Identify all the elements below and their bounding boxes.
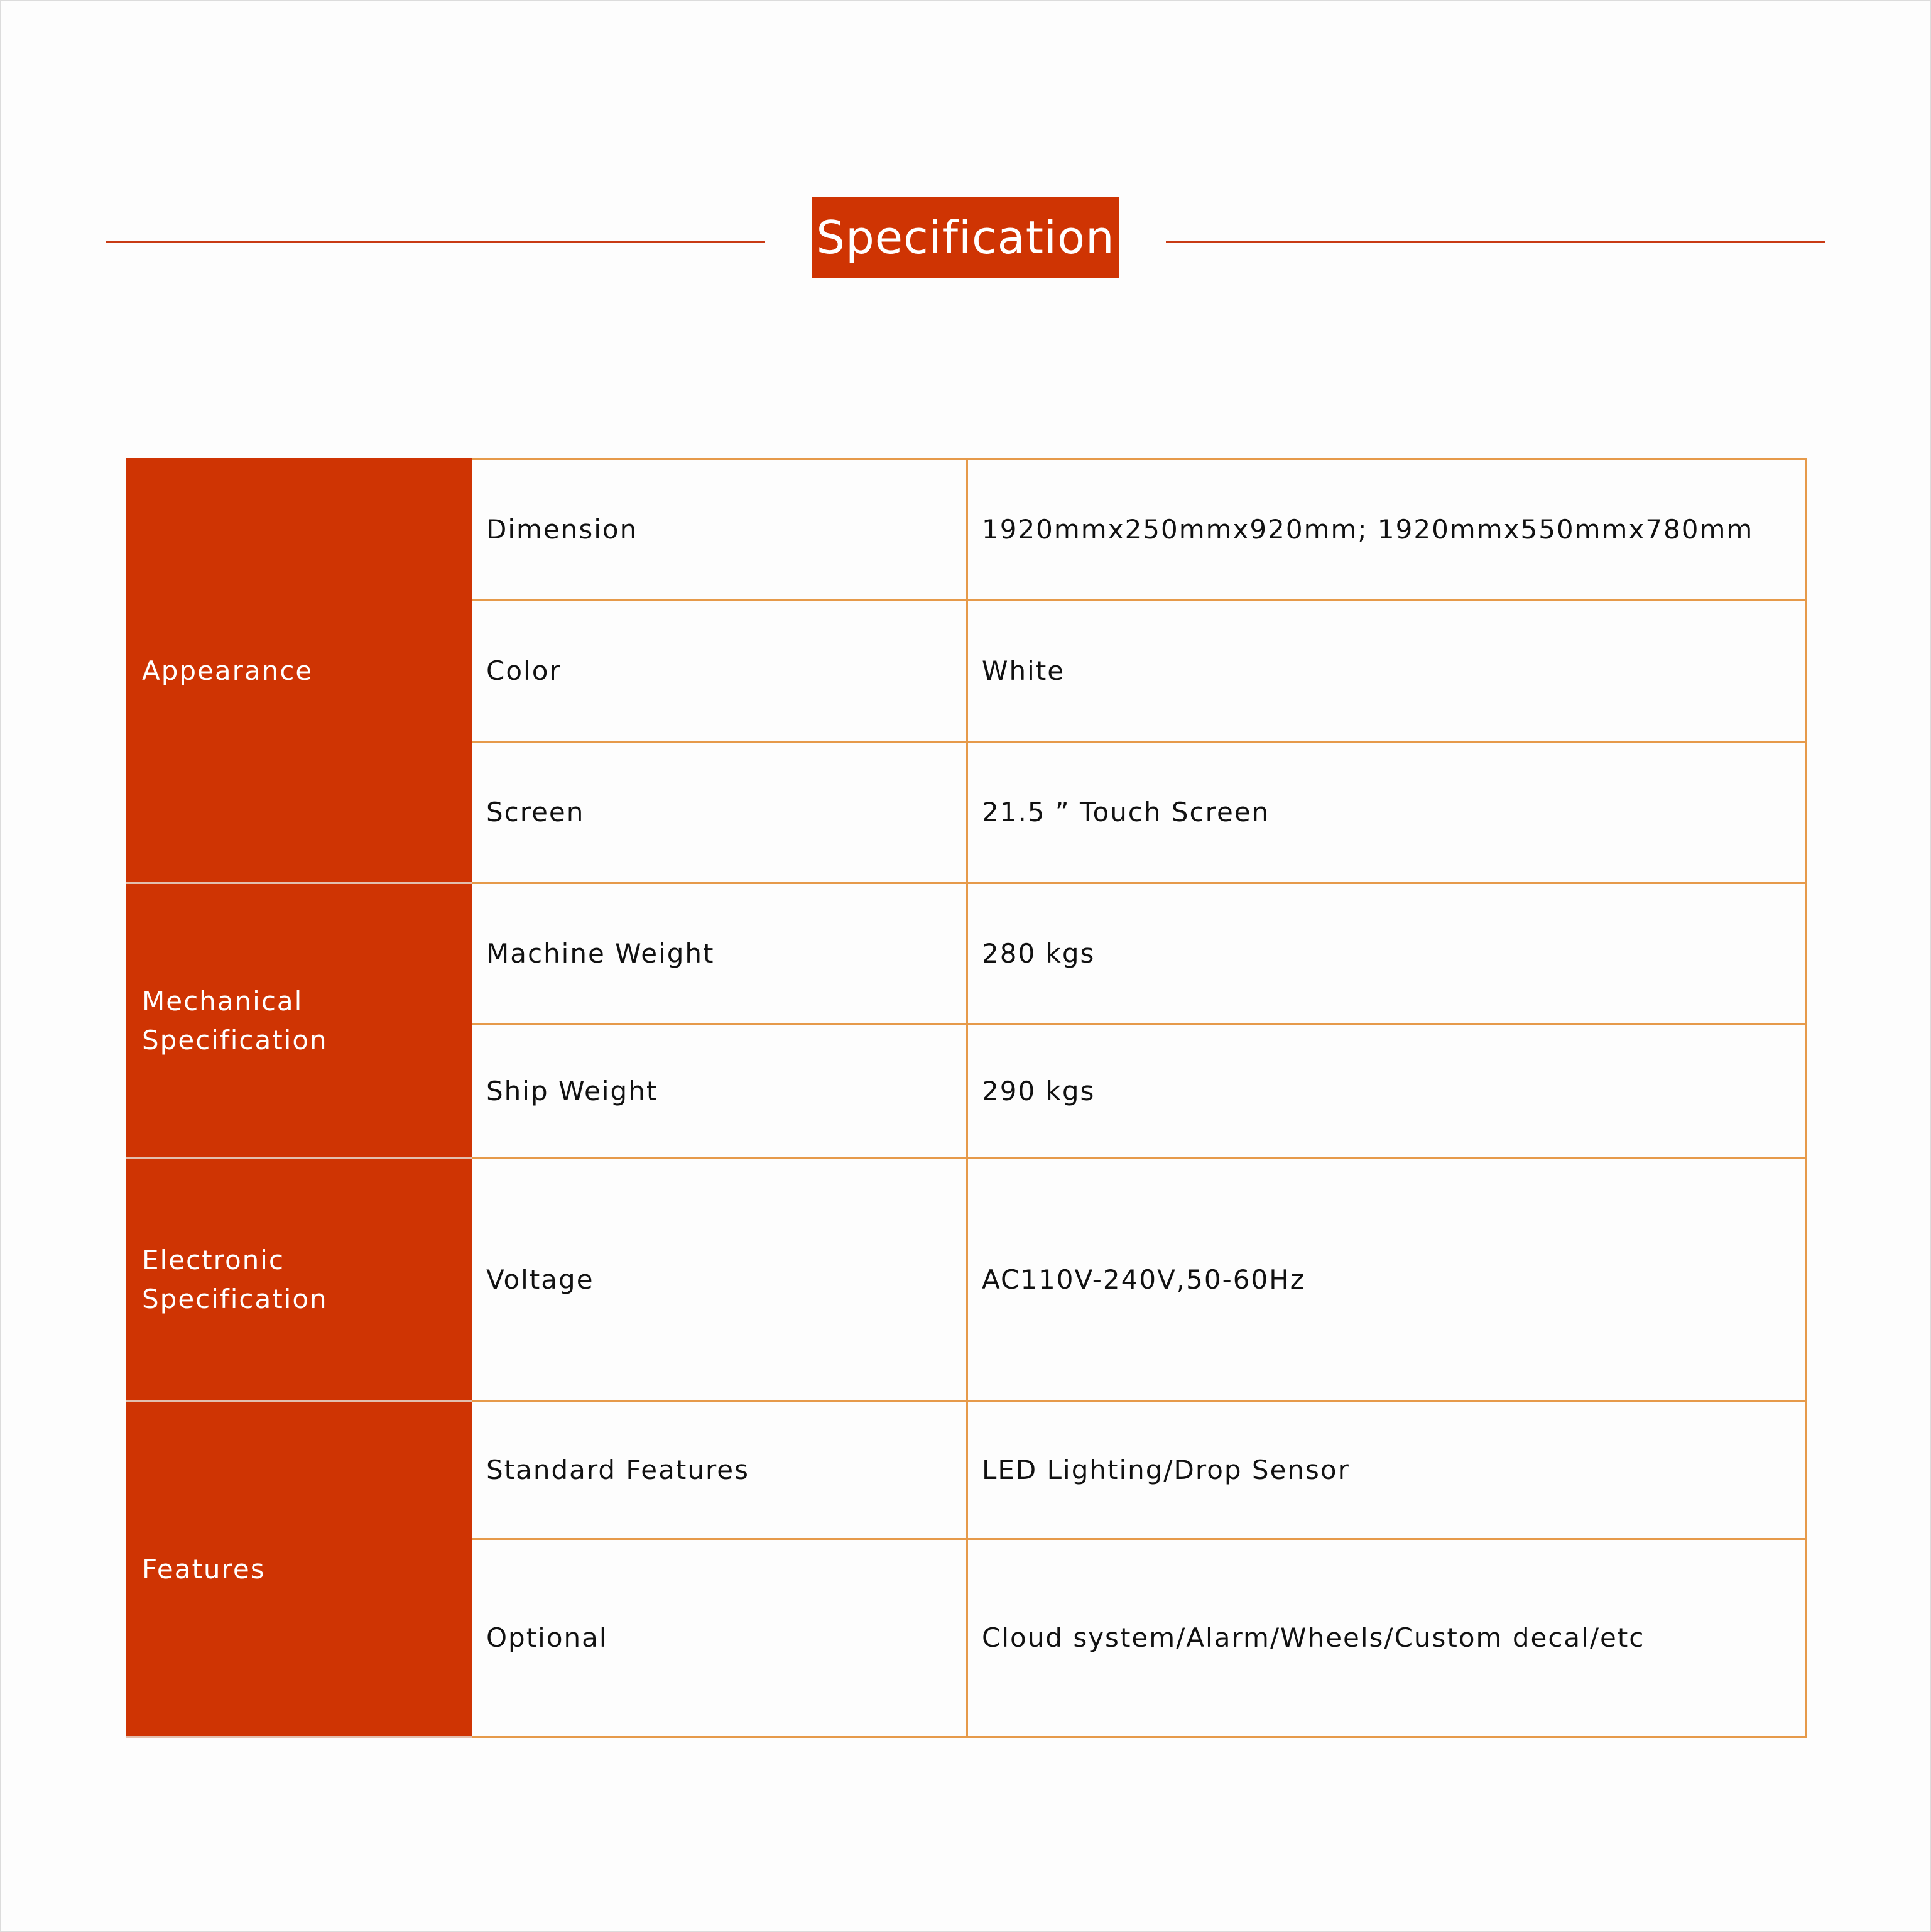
spec-label: Standard Features bbox=[472, 1402, 967, 1539]
page-title: Specification bbox=[812, 197, 1119, 278]
table-row bbox=[128, 1402, 1806, 1539]
category-appearance: Appearance bbox=[128, 459, 472, 883]
table-row bbox=[128, 459, 1806, 601]
spec-label: Machine Weight bbox=[472, 883, 967, 1025]
spec-label: Voltage bbox=[472, 1159, 967, 1402]
category-electronic: Electronic Specification bbox=[128, 1159, 472, 1402]
spec-label: Color bbox=[472, 601, 967, 742]
category-features: Features bbox=[128, 1402, 472, 1737]
spec-label: Dimension bbox=[472, 459, 967, 601]
spec-value: 21.5 ” Touch Screen bbox=[967, 742, 1806, 883]
title-rule-right bbox=[1166, 241, 1825, 243]
spec-label: Screen bbox=[472, 742, 967, 883]
spec-label: Ship Weight bbox=[472, 1025, 967, 1159]
spec-value: Cloud system/Alarm/Wheels/Custom decal/etc bbox=[967, 1539, 1806, 1737]
spec-table bbox=[126, 458, 1807, 1738]
table-row bbox=[128, 1159, 1806, 1402]
spec-value: AC110V-240V,50-60Hz bbox=[967, 1159, 1806, 1402]
table-row bbox=[128, 883, 1806, 1025]
title-rule-left bbox=[106, 241, 765, 243]
spec-value: 290 kgs bbox=[967, 1025, 1806, 1159]
spec-value: LED Lighting/Drop Sensor bbox=[967, 1402, 1806, 1539]
spec-label: Optional bbox=[472, 1539, 967, 1737]
category-mechanical: Mechanical Specification bbox=[128, 883, 472, 1159]
spec-value: 280 kgs bbox=[967, 883, 1806, 1025]
spec-value: White bbox=[967, 601, 1806, 742]
spec-value: 1920mmx250mmx920mm; 1920mmx550mmx780mm bbox=[967, 459, 1806, 601]
